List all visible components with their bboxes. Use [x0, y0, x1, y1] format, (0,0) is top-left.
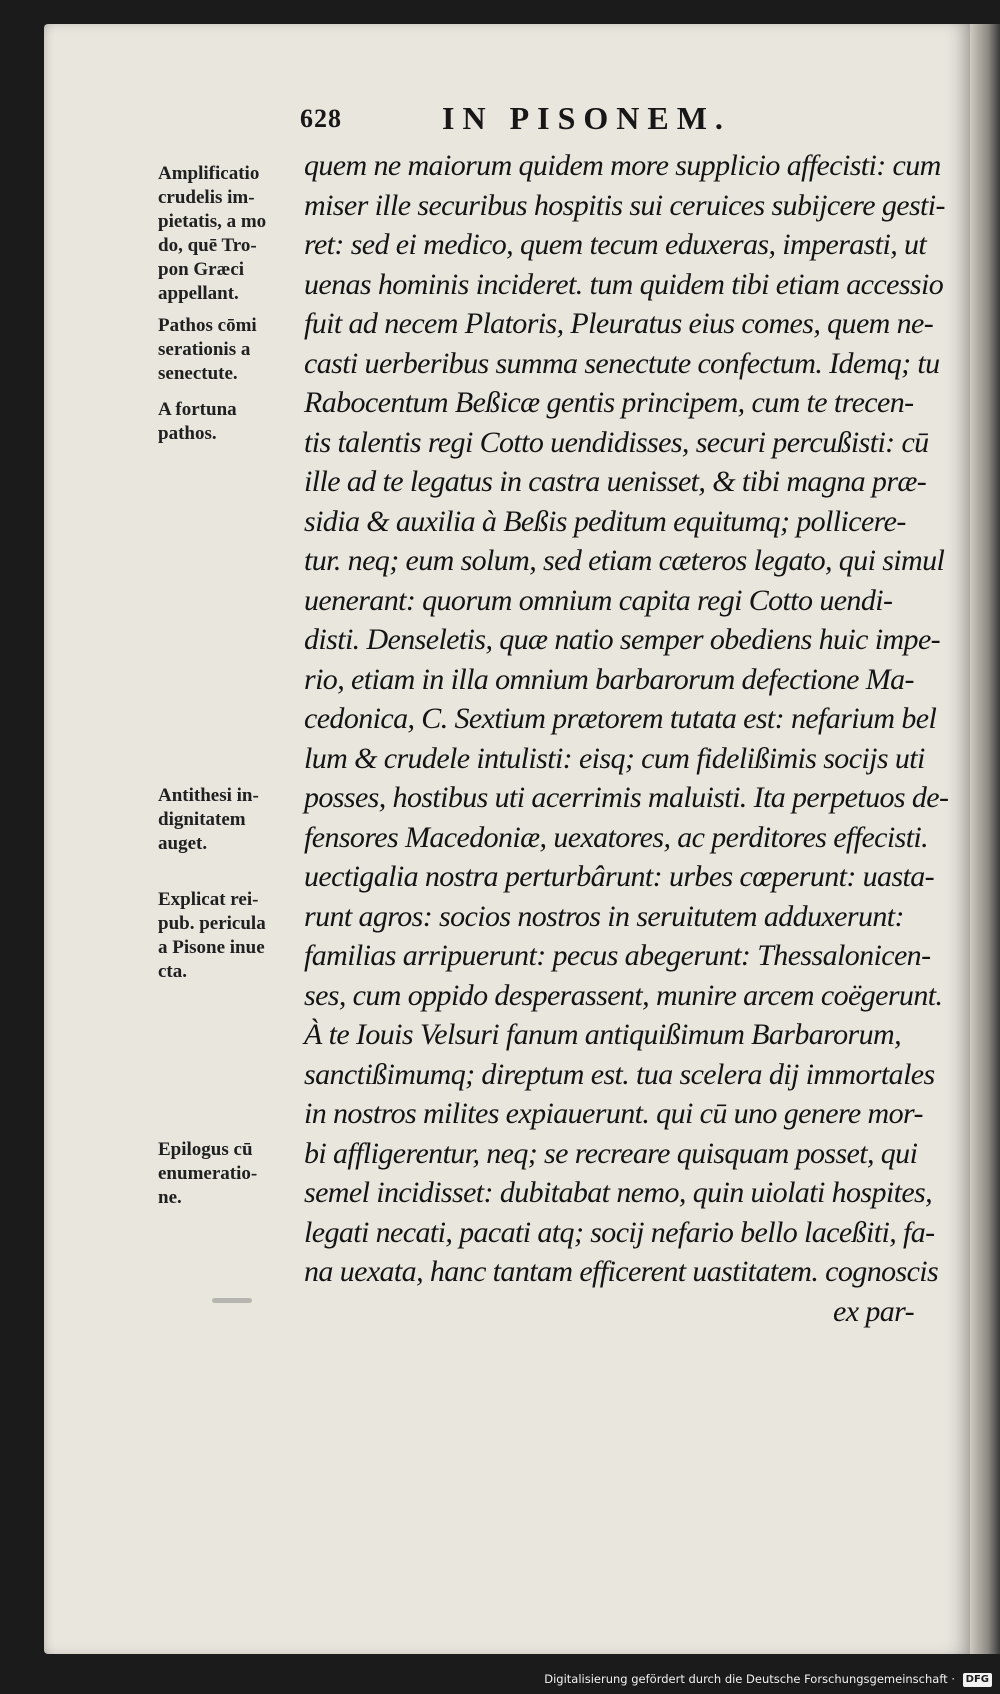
margin-note-line: crudelis im-	[158, 187, 255, 208]
dfg-logo: DFG	[963, 1673, 992, 1687]
margin-note-line: A fortuna	[158, 399, 237, 420]
margin-note-line: ne.	[158, 1187, 182, 1208]
margin-note-line: Epilogus cū	[158, 1139, 253, 1160]
text-line: posses, hostibus uti acerrimis maluisti. Ita perpetuos de-	[304, 781, 949, 814]
margin-note-line: serationis a	[158, 339, 251, 360]
margin-note-line: cta.	[158, 961, 188, 982]
margin-note-line: pon Græci	[158, 259, 245, 280]
text-line: casti uerberibus summa senectute confectum. Idemq; tu	[304, 346, 940, 380]
margin-note-line: Amplificatio	[158, 163, 260, 184]
text-line: sanctißimumq; direptum est. tua scelera dij immortales	[304, 1057, 935, 1091]
text-line: uenerant: quorum omnium capita regi Cotto uendi-	[304, 583, 893, 617]
text-line: legati necati, pacati atq; socij nefario bello laceßiti, fa-	[304, 1215, 935, 1249]
page-number: 628	[300, 104, 342, 133]
margin-note	[158, 314, 308, 386]
margin-note-line: pietatis, a mo	[158, 211, 267, 232]
margin-note	[158, 398, 308, 446]
margin-note-line: pathos.	[158, 423, 217, 444]
margin-note	[158, 1138, 308, 1210]
margin-note	[158, 162, 308, 306]
text-line: disti. Denseletis, quæ natio semper obediens huic impe-	[304, 623, 941, 656]
text-line: quem ne maiorum quidem more supplicio affecisti: cum	[304, 149, 941, 182]
margin-note-line: senectute.	[158, 363, 238, 384]
text-line: runt agros: socios nostros in seruitutem adduxerunt:	[304, 899, 904, 933]
text-line: bi affligerentur, neq; se recreare quisquam posset, qui	[304, 1136, 918, 1170]
catchword: ex par-	[833, 1294, 914, 1328]
text-line: Rabocentum Beßicæ gentis principem, cum te trecen-	[304, 386, 914, 419]
margin-note	[158, 888, 308, 984]
text-line: na uexata, hanc tantam efficerent uastitatem. cognoscis	[304, 1255, 939, 1288]
text-line: in nostros milites expiauerunt. qui cū uno genere mor-	[304, 1097, 923, 1130]
margin-note-line: pub. pericula	[158, 913, 266, 934]
text-line: familias arripuerunt: pecus abegerunt: Thessalonicen-	[304, 939, 931, 972]
margin-note-line: do, quē Tro-	[158, 235, 257, 256]
text-line: uectigalia nostra perturbârunt: urbes cœperunt: uasta-	[304, 860, 935, 893]
text-line: tur. neq; eum solum, sed etiam cæteros legato, qui simul	[304, 544, 945, 577]
margin-note	[158, 784, 308, 856]
ink-smudge	[212, 1298, 252, 1303]
text-line: ses, cum oppido desperassent, munire arcem coëgerunt.	[304, 978, 943, 1012]
running-title: IN PISONEM.	[442, 100, 731, 136]
margin-note-line: auget.	[158, 833, 208, 854]
footer-text: Digitalisierung gefördert durch die Deutsche Forschungsgemeinschaft ·	[544, 1672, 955, 1686]
page-header	[300, 100, 860, 144]
text-line: cedonica, C. Sextium prætorem tutata est: nefarium bel	[304, 702, 937, 735]
footer-credit	[544, 1668, 992, 1690]
text-line: semel incidisset: dubitabat nemo, quin uiolati hospites,	[304, 1176, 933, 1209]
text-line: uenas hominis incideret. tum quidem tibi etiam accessio	[304, 267, 944, 301]
text-line: fuit ad necem Platoris, Pleuratus eius comes, quem ne-	[304, 307, 934, 340]
body-text	[304, 146, 984, 1331]
margin-note-line: Pathos cōmi	[158, 315, 257, 336]
text-line: miser ille securibus hospitis sui ceruices subijcere gesti-	[304, 188, 945, 222]
margin-note-line: Antithesi in-	[158, 785, 259, 806]
text-line: tis talentis regi Cotto uendidisses, securi percußisti: cū	[304, 425, 929, 459]
text-line: rio, etiam in illa omnium barbarorum defectione Ma-	[304, 662, 914, 696]
text-line: fensores Macedoniæ, uexatores, ac perditores effecisti.	[304, 820, 929, 854]
text-line: À te Iouis Velsuri fanum antiquißimum Barbarorum,	[304, 1018, 901, 1051]
margin-note-line: dignitatem	[158, 809, 246, 830]
margin-note-line: enumeratio-	[158, 1163, 258, 1184]
text-line: lum & crudele intulisti: eisq; cum fidelißimis socijs uti	[304, 741, 925, 775]
text-line: sidia & auxilia à Beßis peditum equitumq; pollicere-	[304, 504, 906, 538]
text-line: ret: sed ei medico, quem tecum eduxeras, imperasti, ut	[304, 228, 927, 261]
margin-note-line: a Pisone inue	[158, 937, 265, 958]
margin-note-line: Explicat rei-	[158, 889, 259, 910]
margin-note-line: appellant.	[158, 283, 239, 304]
text-line: ille ad te legatus in castra uenisset, & tibi magna præ-	[304, 465, 927, 498]
